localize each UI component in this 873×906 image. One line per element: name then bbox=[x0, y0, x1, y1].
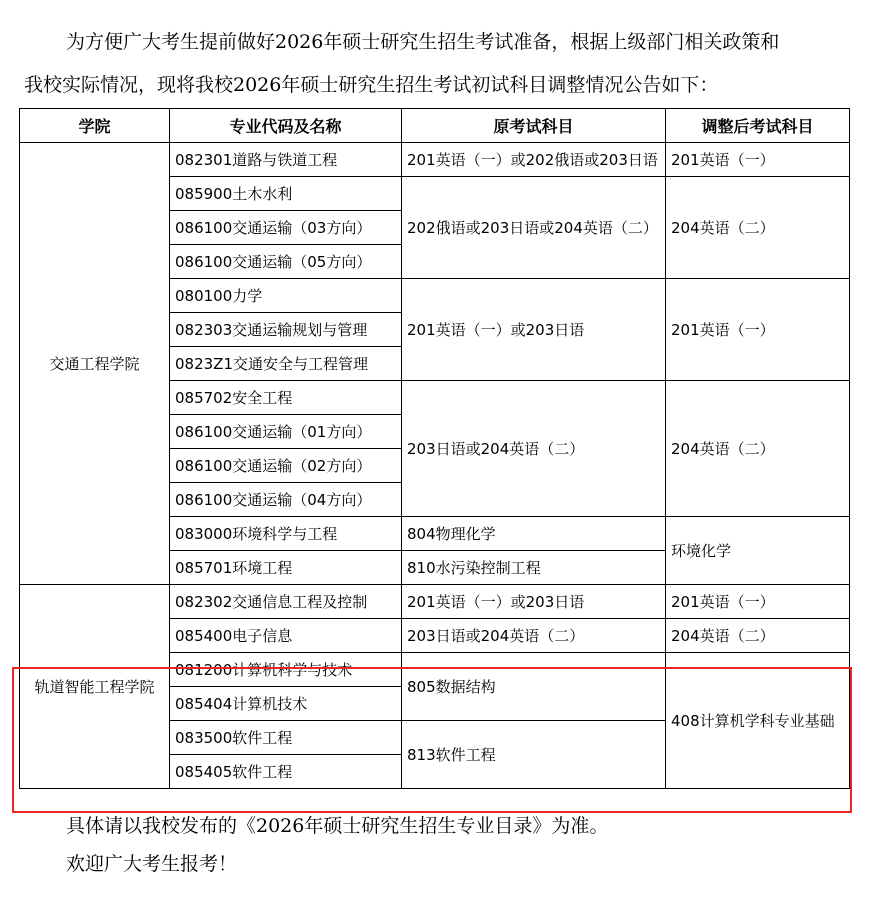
major-cell: 083500软件工程 bbox=[170, 721, 402, 755]
original-subject-cell: 813软件工程 bbox=[402, 721, 666, 789]
college-cell: 轨道智能工程学院 bbox=[20, 585, 170, 789]
major-cell: 082303交通运输规划与管理 bbox=[170, 313, 402, 347]
adjusted-subject-cell: 201英语（一） bbox=[666, 143, 850, 177]
major-cell: 083000环境科学与工程 bbox=[170, 517, 402, 551]
major-cell: 086100交通运输（05方向） bbox=[170, 245, 402, 279]
original-subject-cell: 201英语（一）或203日语 bbox=[402, 279, 666, 381]
original-subject-cell: 203日语或204英语（二） bbox=[402, 619, 666, 653]
header-major: 专业代码及名称 bbox=[170, 109, 402, 143]
original-subject-cell: 203日语或204英语（二） bbox=[402, 381, 666, 517]
table-row bbox=[20, 585, 850, 619]
major-cell: 086100交通运输（01方向） bbox=[170, 415, 402, 449]
original-subject-cell: 805数据结构 bbox=[402, 653, 666, 721]
adjusted-subject-cell: 408计算机学科专业基础 bbox=[666, 653, 850, 789]
intro-line-1: 为方便广大考生提前做好2026年硕士研究生招生考试准备，根据上级部门相关政策和 bbox=[66, 31, 780, 53]
original-subject-cell: 201英语（一）或203日语 bbox=[402, 585, 666, 619]
footer-line-1: 具体请以我校发布的《2026年硕士研究生招生专业目录》为准。 bbox=[66, 815, 609, 837]
college-cell: 交通工程学院 bbox=[20, 143, 170, 585]
header-original-subject: 原考试科目 bbox=[402, 109, 666, 143]
major-cell: 086100交通运输（02方向） bbox=[170, 449, 402, 483]
major-cell: 085400电子信息 bbox=[170, 619, 402, 653]
original-subject-cell: 201英语（一）或202俄语或203日语 bbox=[402, 143, 666, 177]
adjusted-subject-cell: 201英语（一） bbox=[666, 585, 850, 619]
adjusted-subject-cell: 201英语（一） bbox=[666, 279, 850, 381]
exam-subject-table bbox=[19, 108, 850, 789]
major-cell: 086100交通运输（04方向） bbox=[170, 483, 402, 517]
major-cell: 085405软件工程 bbox=[170, 755, 402, 789]
adjusted-subject-cell: 环境化学 bbox=[666, 517, 850, 585]
adjusted-subject-cell: 204英语（二） bbox=[666, 381, 850, 517]
adjusted-subject-cell: 204英语（二） bbox=[666, 619, 850, 653]
intro-line-2: 我校实际情况，现将我校2026年硕士研究生招生考试初试科目调整情况公告如下： bbox=[24, 74, 719, 96]
major-cell: 0823Z1交通安全与工程管理 bbox=[170, 347, 402, 381]
major-cell: 082301道路与铁道工程 bbox=[170, 143, 402, 177]
major-cell: 085900土木水利 bbox=[170, 177, 402, 211]
major-cell: 082302交通信息工程及控制 bbox=[170, 585, 402, 619]
major-cell: 080100力学 bbox=[170, 279, 402, 313]
original-subject-cell: 810水污染控制工程 bbox=[402, 551, 666, 585]
table-row bbox=[20, 143, 850, 177]
original-subject-cell: 804物理化学 bbox=[402, 517, 666, 551]
major-cell: 085702安全工程 bbox=[170, 381, 402, 415]
header-college: 学院 bbox=[20, 109, 170, 143]
major-cell: 085701环境工程 bbox=[170, 551, 402, 585]
footer-line-2: 欢迎广大考生报考！ bbox=[66, 853, 238, 875]
adjusted-subject-cell: 204英语（二） bbox=[666, 177, 850, 279]
original-subject-cell: 202俄语或203日语或204英语（二） bbox=[402, 177, 666, 279]
major-cell: 085404计算机技术 bbox=[170, 687, 402, 721]
major-cell: 081200计算机科学与技术 bbox=[170, 653, 402, 687]
table-header-row bbox=[20, 109, 850, 143]
major-cell: 086100交通运输（03方向） bbox=[170, 211, 402, 245]
header-adjusted-subject: 调整后考试科目 bbox=[666, 109, 850, 143]
